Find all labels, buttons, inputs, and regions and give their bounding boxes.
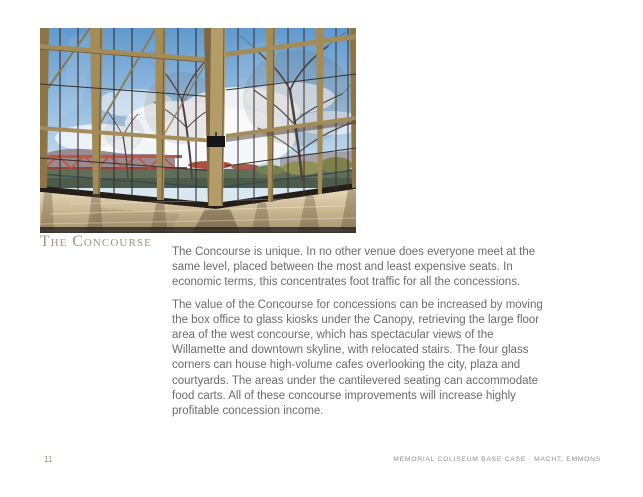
concourse-photo	[40, 28, 356, 233]
section-heading: The Concourse	[40, 233, 152, 250]
footer-credit: MEMORIAL COLISEUM BASE CASE · MACHT, EMMONS	[393, 456, 601, 463]
page-number: 11	[44, 455, 53, 464]
body-text-block	[172, 245, 550, 426]
body-paragraph: The value of the Concourse for concessions can be increased by moving the box office to glass kiosks under the Canopy, retrieving the large floor area of the west concourse, which has spectacular views of the Willamette and downtown skyline, with relocated stairs. The four glass corners can house high-volume cafes overlooking the city, plaza and courtyards. The areas under the cantilevered seating can accommodate food carts. All of these concourse improvements will increase highly profitable concession income.	[172, 298, 543, 418]
body-paragraph: The Concourse is unique. In no other venue does everyone meet at the same level, placed between the most and least expensive seats. In economic terms, this concentrates foot traffic for all the concessions.	[172, 246, 536, 289]
concourse-photo-art	[40, 28, 356, 233]
